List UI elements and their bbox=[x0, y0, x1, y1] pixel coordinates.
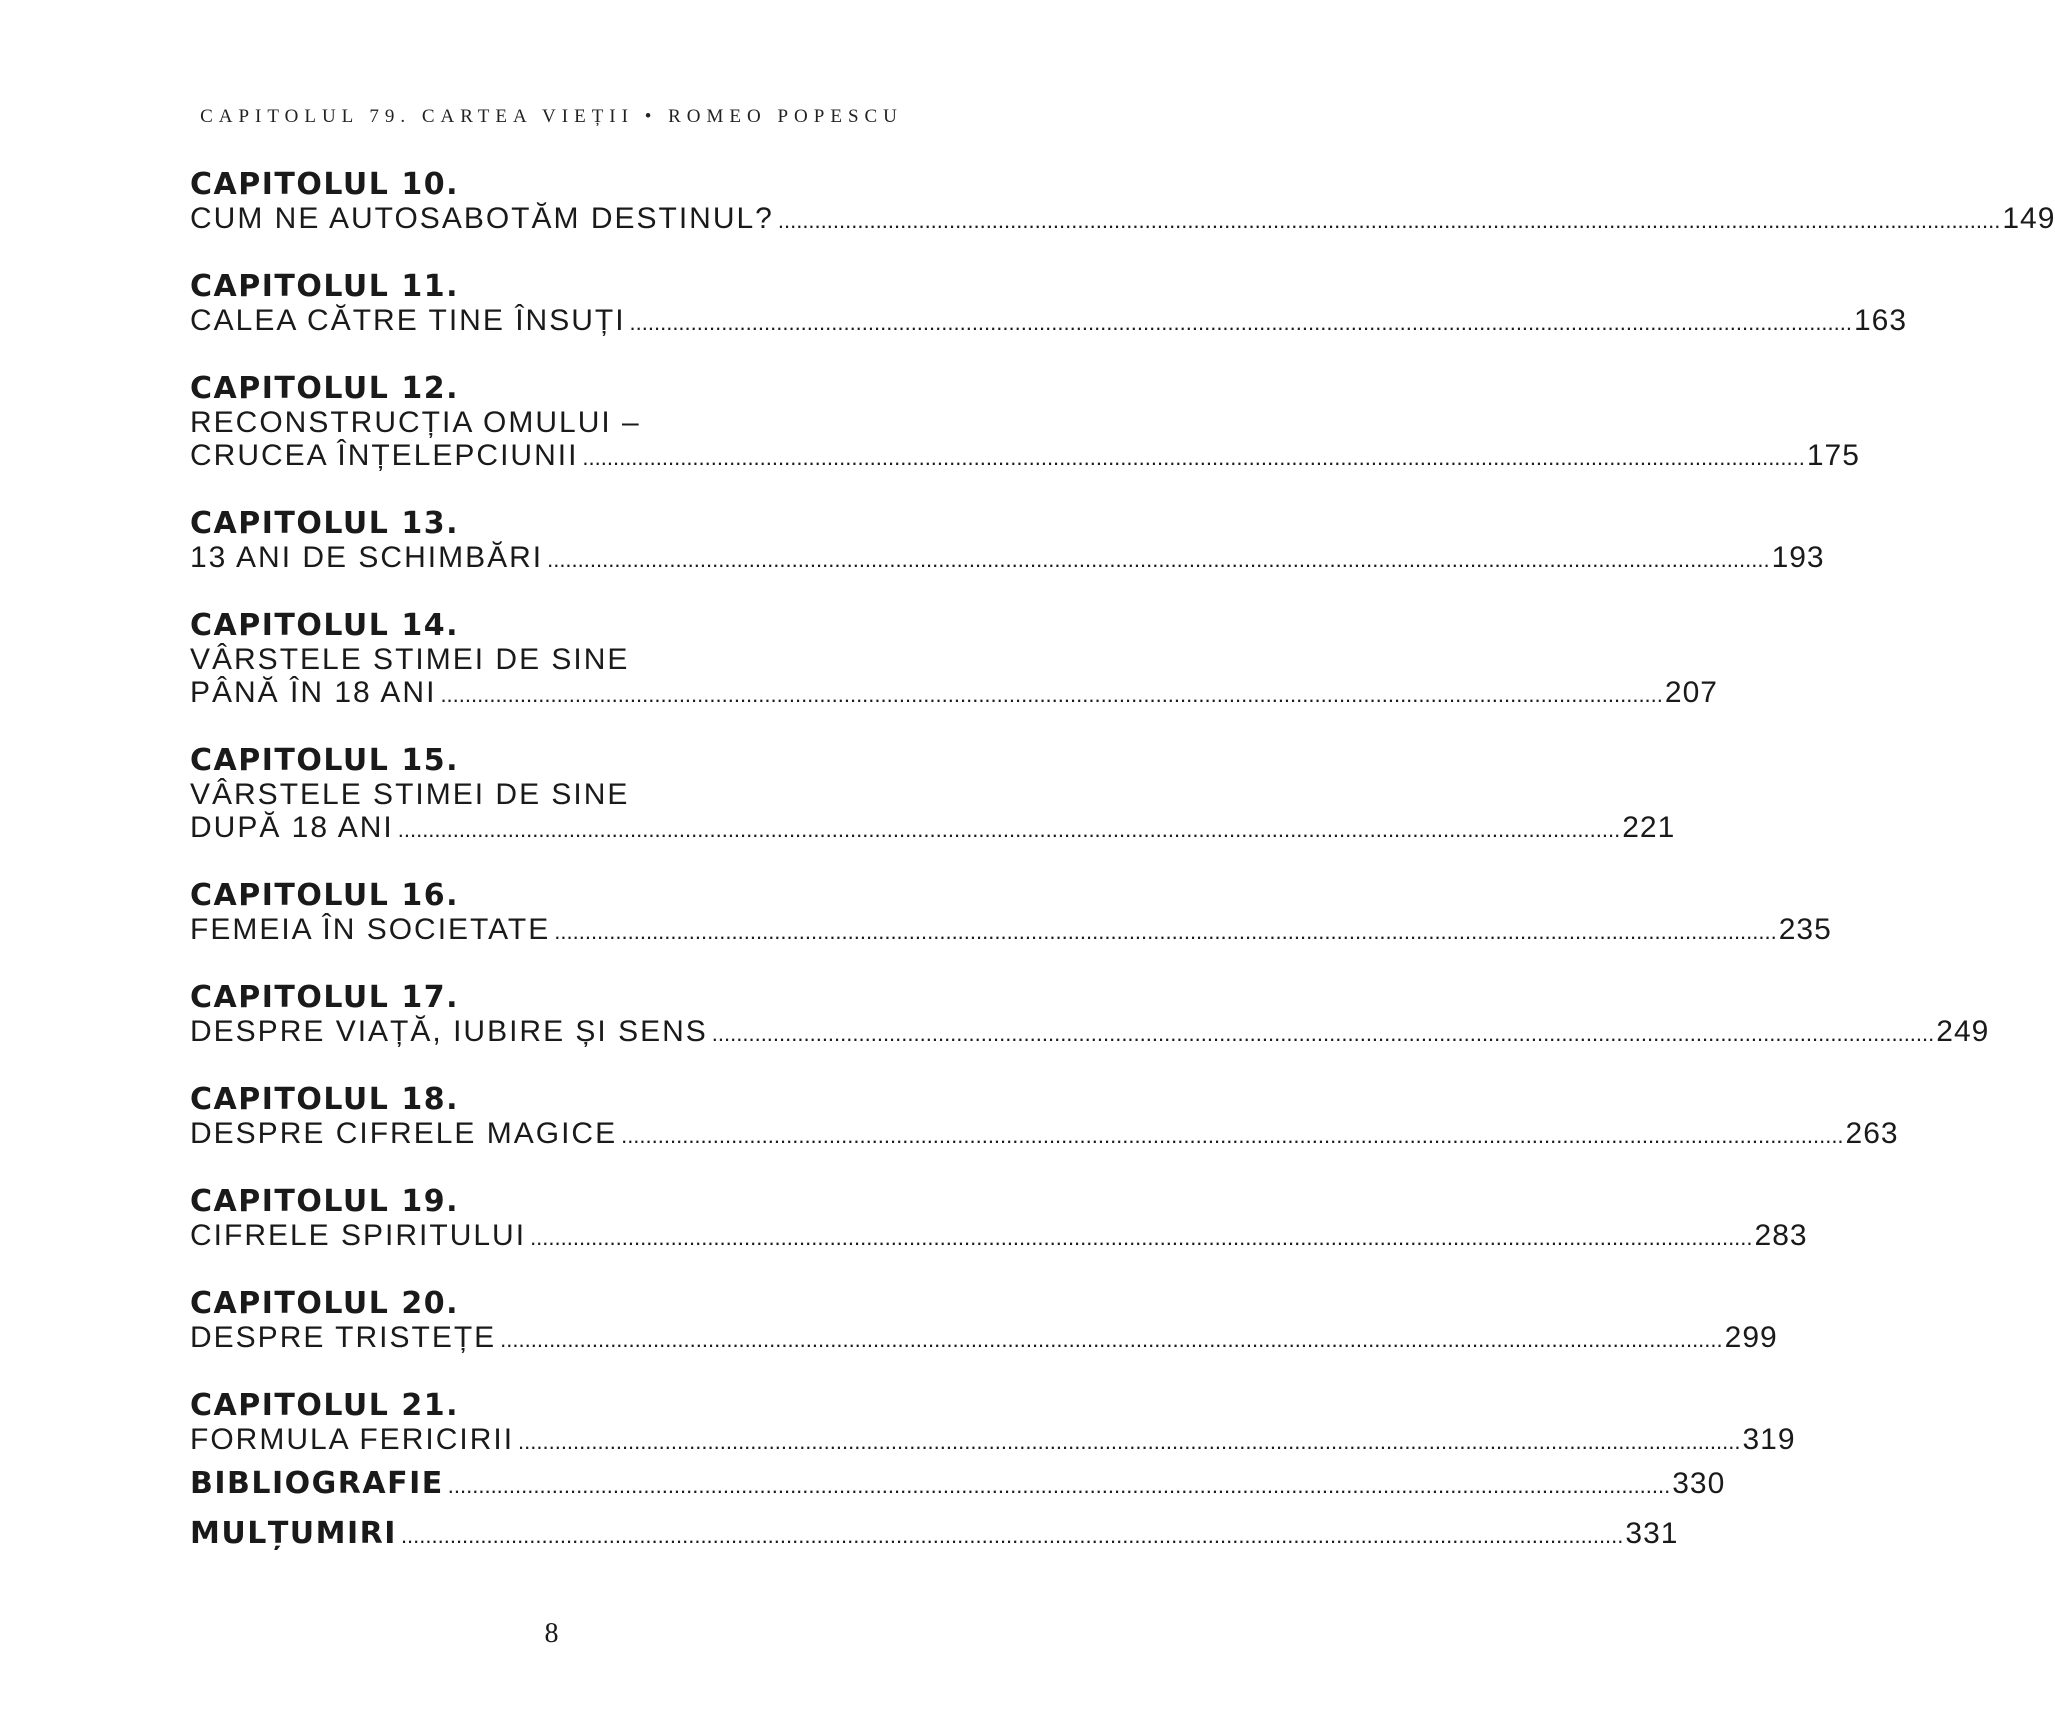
chapter-label: CAPITOLUL 14. bbox=[190, 608, 459, 643]
toc-entry bbox=[190, 1286, 1778, 1356]
toc-entry bbox=[190, 608, 1718, 711]
chapter-title-line bbox=[190, 811, 1676, 846]
chapter-title: FEMEIA ÎN SOCIETATE bbox=[190, 913, 551, 946]
toc-entry bbox=[190, 1184, 1808, 1254]
extra-title: BIBLIOGRAFIE bbox=[190, 1466, 444, 1501]
toc-entry bbox=[190, 371, 1860, 474]
chapter-page-number: 221 bbox=[1622, 811, 1676, 844]
toc-extra-entry bbox=[190, 1516, 1679, 1566]
chapter-title-line bbox=[190, 1321, 1778, 1356]
toc-entry bbox=[190, 269, 1908, 339]
extra-page-number: 331 bbox=[1625, 1517, 1679, 1550]
chapter-title: CIFRELE SPIRITULUI bbox=[190, 1219, 527, 1252]
extra-page-number: 330 bbox=[1672, 1467, 1726, 1500]
chapter-page-number: 163 bbox=[1854, 304, 1908, 337]
chapter-title-line bbox=[190, 1015, 1990, 1050]
chapter-label: CAPITOLUL 17. bbox=[190, 980, 459, 1015]
chapter-title-line: VÂRSTELE STIMEI DE SINE bbox=[190, 778, 630, 811]
toc-entry bbox=[190, 743, 1676, 846]
running-header: CAPITOLUL 79. CARTEA VIEȚII • ROMEO POPESCU bbox=[200, 106, 903, 127]
chapter-title-line bbox=[190, 541, 1825, 576]
dot-leader: ........................................................................................................................................................................................................ bbox=[629, 310, 1852, 335]
chapter-title: DUPĂ 18 ANI bbox=[190, 811, 394, 844]
toc-extra-entry bbox=[190, 1466, 1726, 1516]
chapter-title-line bbox=[190, 202, 2055, 237]
toc-entry bbox=[190, 167, 2055, 237]
chapter-title: DESPRE TRISTEȚE bbox=[190, 1321, 497, 1354]
chapter-label: CAPITOLUL 21. bbox=[190, 1388, 459, 1423]
chapter-label: CAPITOLUL 11. bbox=[190, 269, 459, 304]
page-number: 8 bbox=[544, 1618, 559, 1649]
dot-leader: ........................................................................................................................................................................................................ bbox=[530, 1225, 1753, 1250]
chapter-title-line bbox=[190, 304, 1908, 339]
extra-title: MULȚUMIRI bbox=[190, 1516, 397, 1551]
toc-entry bbox=[190, 506, 1825, 576]
chapter-title-line: VÂRSTELE STIMEI DE SINE bbox=[190, 643, 630, 676]
toc-back-matter bbox=[190, 1466, 1726, 1566]
toc-entry bbox=[190, 1082, 1899, 1152]
chapter-label: CAPITOLUL 12. bbox=[190, 371, 459, 406]
dot-leader: ........................................................................................................................................................................................................ bbox=[547, 547, 1770, 572]
dot-leader: ........................................................................................................................................................................................................ bbox=[440, 682, 1663, 707]
chapter-title-line bbox=[190, 439, 1860, 474]
chapter-page-number: 207 bbox=[1664, 676, 1718, 709]
chapter-title-line bbox=[190, 1423, 1796, 1458]
chapter-title: CRUCEA ÎNȚELEPCIUNII bbox=[190, 439, 579, 472]
dot-leader: ........................................................................................................................................................................................................ bbox=[400, 1523, 1624, 1548]
toc-entry bbox=[190, 878, 1832, 948]
chapter-label: CAPITOLUL 10. bbox=[190, 167, 459, 202]
chapter-title-line bbox=[190, 913, 1832, 948]
dot-leader: ........................................................................................................................................................................................................ bbox=[711, 1021, 1935, 1046]
chapter-label: CAPITOLUL 19. bbox=[190, 1184, 459, 1219]
dot-leader: ........................................................................................................................................................................................................ bbox=[518, 1429, 1741, 1454]
dot-leader: ........................................................................................................................................................................................................ bbox=[397, 817, 1621, 842]
dot-leader: ........................................................................................................................................................................................................ bbox=[582, 445, 1805, 470]
chapter-page-number: 193 bbox=[1771, 541, 1825, 574]
dot-leader: ........................................................................................................................................................................................................ bbox=[500, 1327, 1723, 1352]
chapter-page-number: 149 bbox=[2002, 202, 2055, 235]
chapter-page-number: 299 bbox=[1724, 1321, 1778, 1354]
chapter-page-number: 175 bbox=[1806, 439, 1860, 472]
chapter-page-number: 249 bbox=[1936, 1015, 1990, 1048]
chapter-title: 13 ANI DE SCHIMBĂRI bbox=[190, 541, 544, 574]
chapter-title-line bbox=[190, 1219, 1808, 1254]
dot-leader: ........................................................................................................................................................................................................ bbox=[777, 208, 2001, 233]
chapter-title: CUM NE AUTOSABOTĂM DESTINUL? bbox=[190, 202, 774, 235]
chapter-page-number: 235 bbox=[1778, 913, 1832, 946]
chapter-page-number: 283 bbox=[1754, 1219, 1808, 1252]
chapter-page-number: 263 bbox=[1845, 1117, 1899, 1150]
chapter-label: CAPITOLUL 18. bbox=[190, 1082, 459, 1117]
chapter-label: CAPITOLUL 16. bbox=[190, 878, 459, 913]
chapter-title-line: RECONSTRUCȚIA OMULUI – bbox=[190, 406, 641, 439]
chapter-title-line bbox=[190, 676, 1718, 711]
chapter-title: DESPRE CIFRELE MAGICE bbox=[190, 1117, 618, 1150]
dot-leader: ........................................................................................................................................................................................................ bbox=[447, 1473, 1671, 1498]
dot-leader: ........................................................................................................................................................................................................ bbox=[554, 919, 1777, 944]
chapter-title: PÂNĂ ÎN 18 ANI bbox=[190, 676, 437, 709]
chapter-label: CAPITOLUL 20. bbox=[190, 1286, 459, 1321]
toc-entry bbox=[190, 1388, 1796, 1458]
chapter-title: DESPRE VIAȚĂ, IUBIRE ȘI SENS bbox=[190, 1015, 708, 1048]
chapter-page-number: 319 bbox=[1742, 1423, 1796, 1456]
chapter-title: CALEA CĂTRE TINE ÎNSUȚI bbox=[190, 304, 626, 337]
toc-entry bbox=[190, 980, 1990, 1050]
dot-leader: ........................................................................................................................................................................................................ bbox=[621, 1123, 1844, 1148]
chapter-label: CAPITOLUL 15. bbox=[190, 743, 459, 778]
chapter-title: FORMULA FERICIRII bbox=[190, 1423, 515, 1456]
chapter-label: CAPITOLUL 13. bbox=[190, 506, 459, 541]
chapter-title-line bbox=[190, 1117, 1899, 1152]
